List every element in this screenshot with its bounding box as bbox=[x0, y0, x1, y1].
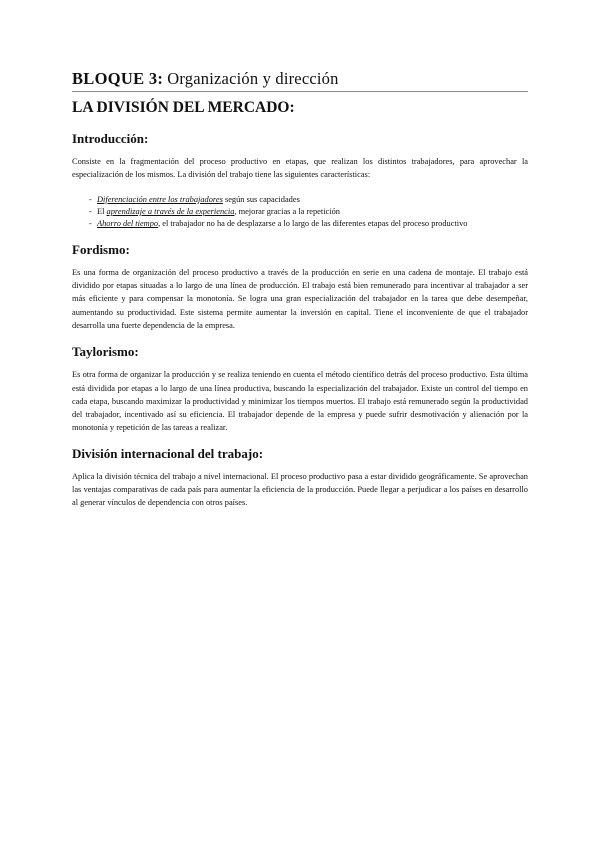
heading-division-internacional: División internacional del trabajo: bbox=[72, 445, 264, 461]
paragraph-fordismo: Es una forma de organización del proceso productivo a través de la producción en serie en una cadena de montaje. El trabajo está dividido por etapas situadas a lo largo de una línea de producción. El trabajo está bien remunerado para incentivar al trabajador a ser más eficiente y para compensar la monotonía. Se logra una gran especialización del trabajador en la tarea que debe desempeñar, aumentando su productividad. Este sistema permite aumentar la inversión en capital. Tiene el inconveniente de que el trabajador desarrolla una fuerte dependencia de la empresa. bbox=[72, 267, 528, 330]
list-item bbox=[72, 218, 528, 230]
bloque-label: BLOQUE 3: bbox=[72, 69, 164, 88]
list-bullet: - bbox=[89, 207, 92, 216]
paragraph-introduccion: Consiste en la fragmentación del proceso productivo en etapas, que realizan los distintos trabajadores, para aprovechar la especialización de los mismos. La división del trabajo tiene las siguientes características: bbox=[72, 157, 528, 180]
list-item-emphasis: Ahorro del tiempo bbox=[97, 219, 159, 229]
list-item bbox=[72, 206, 528, 218]
list-item bbox=[72, 194, 528, 206]
heading-fordismo: Fordismo: bbox=[72, 241, 130, 257]
page-title: LA DIVISIÓN DEL MERCADO: bbox=[72, 99, 295, 116]
document-page bbox=[72, 68, 528, 518]
heading-introduccion: Introducción: bbox=[72, 131, 149, 146]
heading-taylorismo: Taylorismo: bbox=[72, 344, 139, 360]
list-item-emphasis: aprendizaje a través de la experiencia bbox=[106, 207, 235, 216]
paragraph-taylorismo: Es otra forma de organizar la producción y se realiza teniendo en cuenta el método científico detrás del proceso productivo. Esta última está dividida por etapas a lo largo de una línea productiva, buscando la especialización del trabajador. Existe un control del tiempo en cada etapa, buscando maximizar la productividad y minimizar los tiempos muertos. El trabajo está remunerado según la productividad del trabajador, incentivado así su eficiencia. El trabajador depende de la empresa y puede sufrir desmotivación y alienación por la monotonía y repetición de las tareas a realizar. bbox=[72, 370, 528, 433]
list-item-emphasis: Diferenciación entre los trabajadores bbox=[97, 194, 223, 204]
list-caracteristicas bbox=[72, 194, 528, 231]
list-item-text: , el trabajador no ha de desplazarse a lo largo de las diferentes etapas del proceso productivo bbox=[158, 219, 468, 229]
list-bullet: - bbox=[89, 194, 92, 204]
bloque-header bbox=[72, 68, 528, 92]
list-bullet: - bbox=[89, 219, 92, 229]
list-item-text: según sus capacidades bbox=[222, 194, 300, 204]
list-item-prefix: El bbox=[97, 207, 107, 216]
bloque-title: Organización y dirección bbox=[167, 69, 339, 88]
list-item-text: , mejorar gracias a la repetición bbox=[234, 207, 340, 216]
paragraph-division-internacional: Aplica la división técnica del trabajo a nivel internacional. El proceso productivo pasa a estar dividido geográficamente. Se aprovechan las ventajas comparativas de cada país para aumentar la eficiencia de la producción. Puede llegar a perjudicar a los países en desarrollo al generar vínculos de dependencia con otros países. bbox=[72, 471, 528, 508]
